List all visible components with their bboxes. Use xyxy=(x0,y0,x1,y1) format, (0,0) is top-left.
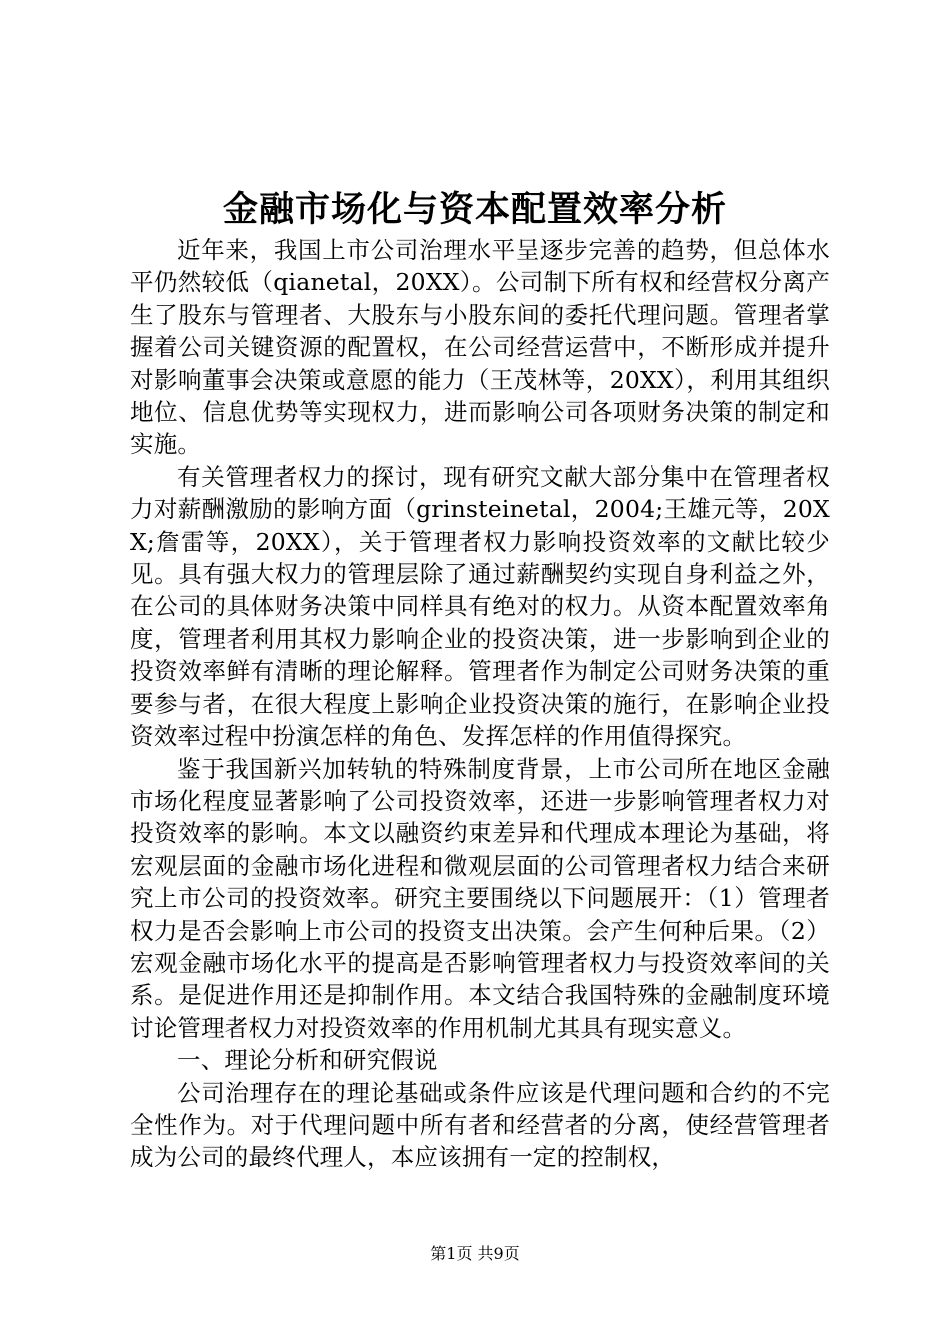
document-body xyxy=(130,234,830,1174)
page-footer: 第1页 共9页 xyxy=(430,1244,520,1263)
paragraph-theory: 公司治理存在的理论基础或条件应该是代理问题和合约的不完全性作为。对于代理问题中所有者和经营者的分离，使经营管理者成为公司的最终代理人，本应该拥有一定的控制权， xyxy=(130,1078,830,1172)
paragraph-literature: 有关管理者权力的探讨，现有研究文献大部分集中在管理者权力对薪酬激励的影响方面（grinsteinetal，2004;王雄元等，20XX;詹雷等，20XX），关于管理者权力影响投资效率的文献比较少见。具有强大权力的管理层除了通过薪酬契约实现自身利益之外，在公司的具体财务决策中同样具有绝对的权力。从资本配置效率角度，管理者利用其权力影响企业的投资决策，进一步影响到企业的投资效率鲜有清晰的理论解释。管理者作为制定公司财务决策的重要参与者，在很大程度上影响企业投资决策的施行，在影响企业投资效率过程中扮演怎样的角色、发挥怎样的作用值得探究。 xyxy=(130,462,830,751)
section-heading: 一、理论分析和研究假说 xyxy=(177,1046,438,1075)
paragraph-background: 鉴于我国新兴加转轨的特殊制度背景，上市公司所在地区金融市场化程度显著影响了公司投资效率，还进一步影响管理者权力对投资效率的影响。本文以融资约束差异和代理成本理论为基础，将宏观层面的金融市场化进程和微观层面的公司管理者权力结合来研究上市公司的投资效率。研究主要围绕以下问题展开：（1）管理者权力是否会影响上市公司的投资支出决策。会产生何种后果。（2）宏观金融市场化水平的提高是否影响管理者权力与投资效率间的关系。是促进作用还是抑制作用。本文结合我国特殊的金融制度环境讨论管理者权力对投资效率的作用机制尤其具有现实意义。 xyxy=(130,754,830,1042)
paragraph-intro: 近年来，我国上市公司治理水平呈逐步完善的趋势，但总体水平仍然较低（qianetal，20XX）。公司制下所有权和经营权分离产生了股东与管理者、大股东与小股东间的委托代理问题。管理者掌握着公司关键资源的配置权，在公司经营运营中，不断形成并提升对影响董事会决策或意愿的能力（王茂林等，20XX），利用其组织地位、信息优势等实现权力，进而影响公司各项财务决策的制定和实施。 xyxy=(130,236,830,459)
document-title: 金融市场化与资本配置效率分析 xyxy=(222,189,727,230)
